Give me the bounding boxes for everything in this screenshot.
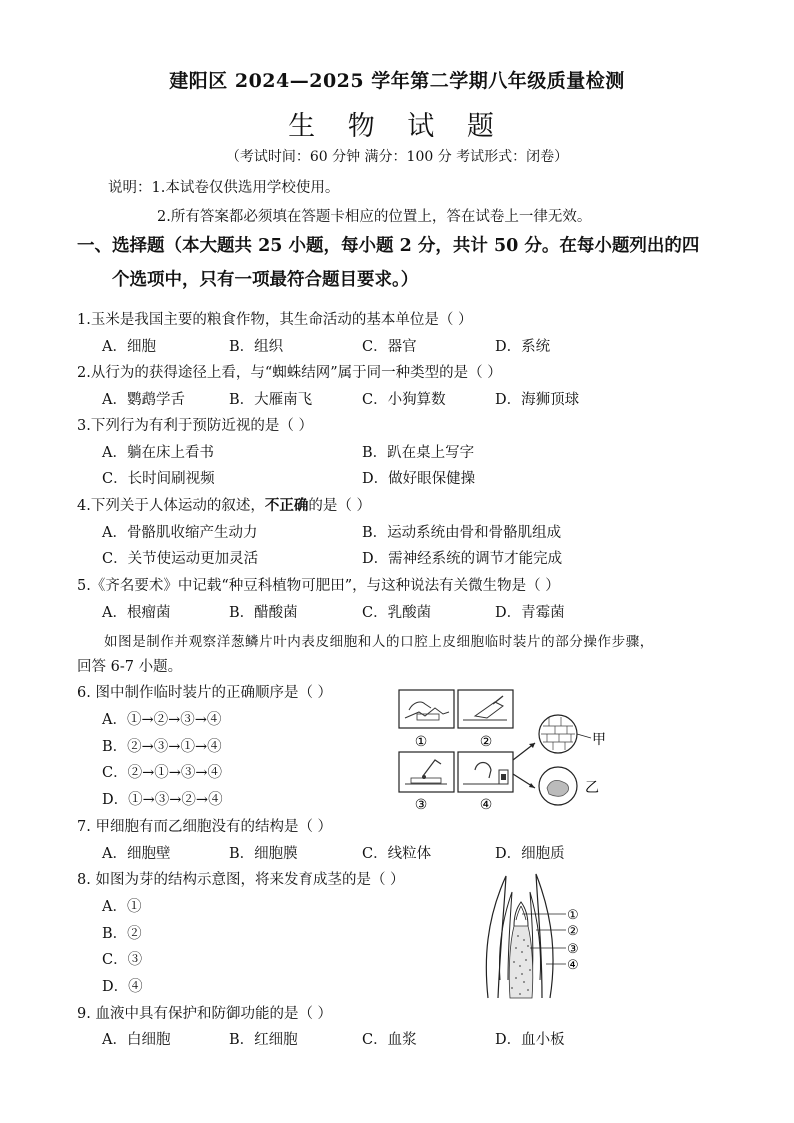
question-8-stem: 8. 如图为芽的结构示意图，将来发育成茎的是（ ） — [77, 872, 405, 888]
q3-option-c[interactable]: C．长时间刷视频 — [102, 471, 215, 487]
q2-option-b[interactable]: B．大雁南飞 — [229, 392, 313, 408]
section-heading-line-1: 一、选择题（本大题共 25 小题，每小题 2 分，共计 50 分。在每小题列出的四 — [77, 236, 700, 256]
note-line-2: 2.所有答案都必须填在答题卡相应的位置上，答在试卷上一律无效。 — [157, 209, 592, 225]
exam-info: （考试时间：60 分钟 满分：100 分 考试形式：闭卷） — [225, 149, 569, 165]
bud-structure-figure — [478, 870, 588, 1000]
step-1-label: ① — [414, 734, 428, 750]
bud-label-2: ② — [567, 924, 579, 939]
q6-option-c[interactable]: C．②→①→③→④ — [102, 765, 223, 781]
question-9-stem: 9. 血液中具有保护和防御功能的是（ ） — [77, 1006, 333, 1022]
q8-option-c[interactable]: C．③ — [102, 952, 143, 968]
q8-option-a[interactable]: A．① — [102, 899, 142, 915]
q8-option-d[interactable]: D．④ — [102, 979, 143, 995]
q6-option-d[interactable]: D．①→③→②→④ — [102, 792, 223, 808]
step-3-label: ③ — [414, 797, 428, 813]
q4-option-d[interactable]: D．需神经系统的调节才能完成 — [362, 551, 563, 567]
q9-option-d[interactable]: D．血小板 — [495, 1032, 565, 1048]
step-1-panel — [399, 690, 454, 728]
intro-6-7-line-1: 如图是制作并观察洋葱鳞片叶内表皮细胞和人的口腔上皮细胞临时装片的部分操作步骤， — [104, 634, 654, 650]
q7-option-c[interactable]: C．线粒体 — [362, 846, 432, 862]
q1-option-d[interactable]: D．系统 — [495, 339, 551, 355]
q2-option-c[interactable]: C．小狗算数 — [362, 392, 446, 408]
cell-label-yi: 乙 — [585, 780, 599, 796]
q9-option-b[interactable]: B．红细胞 — [229, 1032, 298, 1048]
q1-option-c[interactable]: C．器官 — [362, 339, 417, 355]
q7-option-a[interactable]: A．细胞壁 — [102, 846, 171, 862]
step-4-label: ④ — [479, 797, 493, 813]
question-6-stem: 6. 图中制作临时装片的正确顺序是（ ） — [77, 685, 333, 701]
q1-option-b[interactable]: B．组织 — [229, 339, 284, 355]
step-2-label: ② — [479, 734, 493, 750]
q6-option-b[interactable]: B．②→③→①→④ — [102, 739, 222, 755]
q9-option-c[interactable]: C．血浆 — [362, 1032, 417, 1048]
question-3-stem: 3.下列行为有利于预防近视的是（ ） — [77, 418, 313, 434]
section-heading-line-2: 个选项中，只有一项最符合题目要求。） — [112, 270, 419, 290]
q7-option-d[interactable]: D．细胞质 — [495, 846, 565, 862]
cell-label-jia: 甲 — [592, 732, 606, 748]
question-2-stem: 2.从行为的获得途径上看，与“蜘蛛结网”属于同一种类型的是（ ） — [77, 365, 502, 381]
q3-option-b[interactable]: B．趴在桌上写字 — [362, 445, 475, 461]
step-4-panel — [458, 752, 513, 792]
q4-option-b[interactable]: B．运动系统由骨和骨骼肌组成 — [362, 525, 562, 541]
subject-title: 生 物 试 题 — [288, 111, 506, 142]
question-7-stem: 7. 甲细胞有而乙细胞没有的结构是（ ） — [77, 819, 333, 835]
q4-option-c[interactable]: C．关节使运动更加灵活 — [102, 551, 259, 567]
q5-option-b[interactable]: B．醋酸菌 — [229, 605, 298, 621]
q5-option-a[interactable]: A．根瘤菌 — [102, 605, 171, 621]
intro-6-7-line-2: 回答 6-7 小题。 — [77, 659, 183, 675]
q9-option-a[interactable]: A．白细胞 — [102, 1032, 171, 1048]
q4-emphasis: 不正确 — [264, 497, 309, 514]
question-1-stem: 1.玉米是我国主要的粮食作物，其生命活动的基本单位是（ ） — [77, 312, 473, 328]
note-line-1: 说明：1.本试卷仅供选用学校使用。 — [108, 180, 340, 196]
exam-title: 建阳区 2024—2025 学年第二学期八年级质量检测 — [169, 70, 625, 92]
bud-label-3: ③ — [567, 942, 579, 957]
question-5-stem: 5.《齐名要术》中记载“种豆科植物可肥田”，与这种说法有关微生物是（ ） — [77, 578, 560, 594]
q7-option-b[interactable]: B．细胞膜 — [229, 846, 298, 862]
q3-option-d[interactable]: D．做好眼保健操 — [362, 471, 476, 487]
q5-option-c[interactable]: C．乳酸菌 — [362, 605, 432, 621]
q2-option-d[interactable]: D．海狮顶球 — [495, 392, 580, 408]
question-4-stem: 4.下列关于人体运动的叙述，不正确的是（ ） — [77, 497, 371, 514]
bud-label-4: ④ — [567, 958, 579, 973]
q8-option-b[interactable]: B．② — [102, 926, 142, 942]
q3-option-a[interactable]: A．躺在床上看书 — [102, 445, 214, 461]
q4-option-a[interactable]: A．骨骼肌收缩产生动力 — [102, 525, 258, 541]
q6-option-a[interactable]: A．①→②→③→④ — [102, 712, 222, 728]
q1-option-a[interactable]: A．细胞 — [102, 339, 156, 355]
bud-label-1: ① — [567, 908, 579, 923]
q2-option-a[interactable]: A．鹦鹉学舌 — [102, 392, 185, 408]
q5-option-d[interactable]: D．青霉菌 — [495, 605, 565, 621]
slide-steps-figure — [395, 688, 615, 814]
